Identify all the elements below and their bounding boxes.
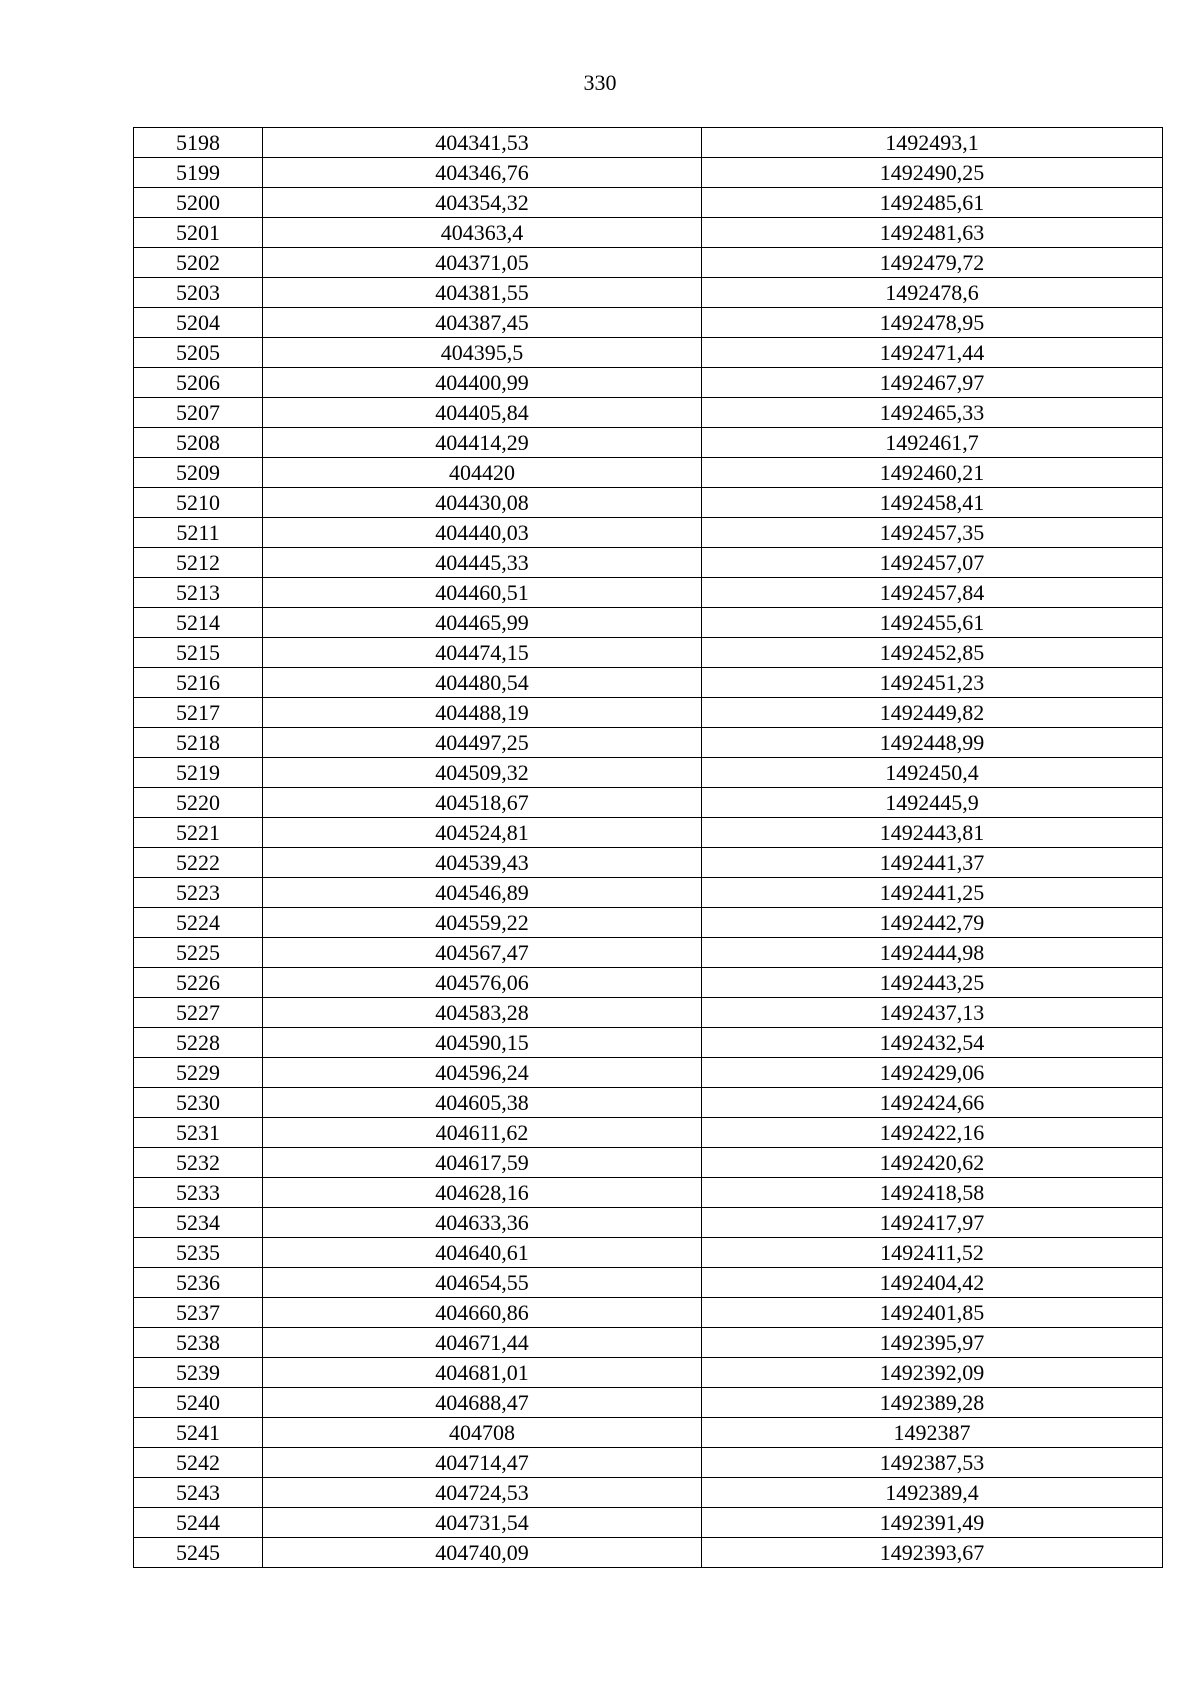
table-row [134, 998, 1163, 1028]
table-row [134, 1298, 1163, 1328]
table-row [134, 188, 1163, 218]
point-number-cell: 5221 [134, 818, 263, 848]
point-number-cell: 5204 [134, 308, 263, 338]
point-number-cell: 5199 [134, 158, 263, 188]
table-row [134, 728, 1163, 758]
y-coordinate-cell: 1492461,7 [702, 428, 1163, 458]
point-number-cell: 5229 [134, 1058, 263, 1088]
table-row [134, 878, 1163, 908]
point-number-cell: 5217 [134, 698, 263, 728]
point-number-cell: 5231 [134, 1118, 263, 1148]
y-coordinate-cell: 1492478,95 [702, 308, 1163, 338]
y-coordinate-cell: 1492481,63 [702, 218, 1163, 248]
y-coordinate-cell: 1492452,85 [702, 638, 1163, 668]
x-coordinate-cell: 404740,09 [263, 1538, 702, 1568]
table-row [134, 1208, 1163, 1238]
point-number-cell: 5203 [134, 278, 263, 308]
table-row [134, 1148, 1163, 1178]
x-coordinate-cell: 404628,16 [263, 1178, 702, 1208]
x-coordinate-cell: 404474,15 [263, 638, 702, 668]
y-coordinate-cell: 1492432,54 [702, 1028, 1163, 1058]
x-coordinate-cell: 404524,81 [263, 818, 702, 848]
point-number-cell: 5223 [134, 878, 263, 908]
point-number-cell: 5234 [134, 1208, 263, 1238]
x-coordinate-cell: 404363,4 [263, 218, 702, 248]
coordinates-table-body [134, 128, 1163, 1568]
y-coordinate-cell: 1492442,79 [702, 908, 1163, 938]
y-coordinate-cell: 1492448,99 [702, 728, 1163, 758]
y-coordinate-cell: 1492404,42 [702, 1268, 1163, 1298]
y-coordinate-cell: 1492395,97 [702, 1328, 1163, 1358]
y-coordinate-cell: 1492450,4 [702, 758, 1163, 788]
table-row [134, 128, 1163, 158]
x-coordinate-cell: 404688,47 [263, 1388, 702, 1418]
x-coordinate-cell: 404567,47 [263, 938, 702, 968]
point-number-cell: 5245 [134, 1538, 263, 1568]
table-row [134, 1418, 1163, 1448]
y-coordinate-cell: 1492418,58 [702, 1178, 1163, 1208]
x-coordinate-cell: 404590,15 [263, 1028, 702, 1058]
y-coordinate-cell: 1492387,53 [702, 1448, 1163, 1478]
y-coordinate-cell: 1492467,97 [702, 368, 1163, 398]
point-number-cell: 5206 [134, 368, 263, 398]
point-number-cell: 5240 [134, 1388, 263, 1418]
y-coordinate-cell: 1492460,21 [702, 458, 1163, 488]
y-coordinate-cell: 1492441,25 [702, 878, 1163, 908]
y-coordinate-cell: 1492401,85 [702, 1298, 1163, 1328]
x-coordinate-cell: 404346,76 [263, 158, 702, 188]
point-number-cell: 5224 [134, 908, 263, 938]
table-row [134, 338, 1163, 368]
point-number-cell: 5205 [134, 338, 263, 368]
x-coordinate-cell: 404430,08 [263, 488, 702, 518]
x-coordinate-cell: 404518,67 [263, 788, 702, 818]
table-row [134, 758, 1163, 788]
y-coordinate-cell: 1492422,16 [702, 1118, 1163, 1148]
y-coordinate-cell: 1492387 [702, 1418, 1163, 1448]
table-row [134, 1058, 1163, 1088]
point-number-cell: 5225 [134, 938, 263, 968]
x-coordinate-cell: 404708 [263, 1418, 702, 1448]
point-number-cell: 5219 [134, 758, 263, 788]
y-coordinate-cell: 1492458,41 [702, 488, 1163, 518]
table-row [134, 1178, 1163, 1208]
point-number-cell: 5226 [134, 968, 263, 998]
table-row [134, 1118, 1163, 1148]
y-coordinate-cell: 1492393,67 [702, 1538, 1163, 1568]
x-coordinate-cell: 404460,51 [263, 578, 702, 608]
table-row [134, 818, 1163, 848]
point-number-cell: 5214 [134, 608, 263, 638]
x-coordinate-cell: 404731,54 [263, 1508, 702, 1538]
table-row [134, 968, 1163, 998]
x-coordinate-cell: 404617,59 [263, 1148, 702, 1178]
point-number-cell: 5200 [134, 188, 263, 218]
point-number-cell: 5215 [134, 638, 263, 668]
point-number-cell: 5218 [134, 728, 263, 758]
point-number-cell: 5210 [134, 488, 263, 518]
x-coordinate-cell: 404724,53 [263, 1478, 702, 1508]
table-row [134, 938, 1163, 968]
point-number-cell: 5213 [134, 578, 263, 608]
x-coordinate-cell: 404405,84 [263, 398, 702, 428]
table-row [134, 788, 1163, 818]
table-row [134, 548, 1163, 578]
point-number-cell: 5228 [134, 1028, 263, 1058]
x-coordinate-cell: 404400,99 [263, 368, 702, 398]
y-coordinate-cell: 1492493,1 [702, 128, 1163, 158]
x-coordinate-cell: 404341,53 [263, 128, 702, 158]
x-coordinate-cell: 404714,47 [263, 1448, 702, 1478]
x-coordinate-cell: 404583,28 [263, 998, 702, 1028]
y-coordinate-cell: 1492392,09 [702, 1358, 1163, 1388]
y-coordinate-cell: 1492424,66 [702, 1088, 1163, 1118]
y-coordinate-cell: 1492465,33 [702, 398, 1163, 428]
table-row [134, 518, 1163, 548]
point-number-cell: 5241 [134, 1418, 263, 1448]
y-coordinate-cell: 1492457,07 [702, 548, 1163, 578]
point-number-cell: 5232 [134, 1148, 263, 1178]
table-row [134, 218, 1163, 248]
x-coordinate-cell: 404420 [263, 458, 702, 488]
y-coordinate-cell: 1492444,98 [702, 938, 1163, 968]
x-coordinate-cell: 404605,38 [263, 1088, 702, 1118]
point-number-cell: 5233 [134, 1178, 263, 1208]
table-row [134, 428, 1163, 458]
y-coordinate-cell: 1492389,4 [702, 1478, 1163, 1508]
point-number-cell: 5201 [134, 218, 263, 248]
table-row [134, 908, 1163, 938]
x-coordinate-cell: 404480,54 [263, 668, 702, 698]
y-coordinate-cell: 1492479,72 [702, 248, 1163, 278]
table-row [134, 308, 1163, 338]
x-coordinate-cell: 404509,32 [263, 758, 702, 788]
table-row [134, 458, 1163, 488]
point-number-cell: 5220 [134, 788, 263, 818]
point-number-cell: 5238 [134, 1328, 263, 1358]
x-coordinate-cell: 404354,32 [263, 188, 702, 218]
x-coordinate-cell: 404440,03 [263, 518, 702, 548]
point-number-cell: 5227 [134, 998, 263, 1028]
y-coordinate-cell: 1492389,28 [702, 1388, 1163, 1418]
table-row [134, 638, 1163, 668]
y-coordinate-cell: 1492437,13 [702, 998, 1163, 1028]
y-coordinate-cell: 1492443,81 [702, 818, 1163, 848]
table-row [134, 158, 1163, 188]
point-number-cell: 5212 [134, 548, 263, 578]
point-number-cell: 5208 [134, 428, 263, 458]
x-coordinate-cell: 404611,62 [263, 1118, 702, 1148]
table-row [134, 1388, 1163, 1418]
table-row [134, 668, 1163, 698]
point-number-cell: 5216 [134, 668, 263, 698]
y-coordinate-cell: 1492441,37 [702, 848, 1163, 878]
table-row [134, 848, 1163, 878]
table-row [134, 608, 1163, 638]
x-coordinate-cell: 404371,05 [263, 248, 702, 278]
table-row [134, 1088, 1163, 1118]
x-coordinate-cell: 404445,33 [263, 548, 702, 578]
y-coordinate-cell: 1492391,49 [702, 1508, 1163, 1538]
page-number: 330 [583, 70, 617, 95]
point-number-cell: 5207 [134, 398, 263, 428]
point-number-cell: 5211 [134, 518, 263, 548]
table-row [134, 1538, 1163, 1568]
x-coordinate-cell: 404559,22 [263, 908, 702, 938]
table-row [134, 248, 1163, 278]
x-coordinate-cell: 404681,01 [263, 1358, 702, 1388]
point-number-cell: 5236 [134, 1268, 263, 1298]
point-number-cell: 5202 [134, 248, 263, 278]
x-coordinate-cell: 404640,61 [263, 1238, 702, 1268]
table-row [134, 398, 1163, 428]
y-coordinate-cell: 1492445,9 [702, 788, 1163, 818]
table-row [134, 278, 1163, 308]
point-number-cell: 5237 [134, 1298, 263, 1328]
point-number-cell: 5198 [134, 128, 263, 158]
y-coordinate-cell: 1492420,62 [702, 1148, 1163, 1178]
table-row [134, 1028, 1163, 1058]
x-coordinate-cell: 404387,45 [263, 308, 702, 338]
point-number-cell: 5243 [134, 1478, 263, 1508]
y-coordinate-cell: 1492449,82 [702, 698, 1163, 728]
x-coordinate-cell: 404576,06 [263, 968, 702, 998]
table-row [134, 368, 1163, 398]
table-row [134, 1238, 1163, 1268]
table-row [134, 1268, 1163, 1298]
x-coordinate-cell: 404395,5 [263, 338, 702, 368]
point-number-cell: 5239 [134, 1358, 263, 1388]
table-row [134, 578, 1163, 608]
y-coordinate-cell: 1492471,44 [702, 338, 1163, 368]
y-coordinate-cell: 1492455,61 [702, 608, 1163, 638]
point-number-cell: 5244 [134, 1508, 263, 1538]
x-coordinate-cell: 404654,55 [263, 1268, 702, 1298]
y-coordinate-cell: 1492451,23 [702, 668, 1163, 698]
x-coordinate-cell: 404546,89 [263, 878, 702, 908]
point-number-cell: 5230 [134, 1088, 263, 1118]
x-coordinate-cell: 404381,55 [263, 278, 702, 308]
table-row [134, 1508, 1163, 1538]
point-number-cell: 5209 [134, 458, 263, 488]
y-coordinate-cell: 1492478,6 [702, 278, 1163, 308]
y-coordinate-cell: 1492457,84 [702, 578, 1163, 608]
x-coordinate-cell: 404596,24 [263, 1058, 702, 1088]
table-row [134, 488, 1163, 518]
x-coordinate-cell: 404465,99 [263, 608, 702, 638]
point-number-cell: 5242 [134, 1448, 263, 1478]
point-number-cell: 5235 [134, 1238, 263, 1268]
y-coordinate-cell: 1492443,25 [702, 968, 1163, 998]
coordinates-table [133, 127, 1163, 1568]
table-row [134, 1448, 1163, 1478]
table-row [134, 1478, 1163, 1508]
table-row [134, 698, 1163, 728]
x-coordinate-cell: 404539,43 [263, 848, 702, 878]
point-number-cell: 5222 [134, 848, 263, 878]
x-coordinate-cell: 404414,29 [263, 428, 702, 458]
x-coordinate-cell: 404497,25 [263, 728, 702, 758]
y-coordinate-cell: 1492490,25 [702, 158, 1163, 188]
x-coordinate-cell: 404633,36 [263, 1208, 702, 1238]
x-coordinate-cell: 404671,44 [263, 1328, 702, 1358]
y-coordinate-cell: 1492429,06 [702, 1058, 1163, 1088]
table-row [134, 1328, 1163, 1358]
x-coordinate-cell: 404488,19 [263, 698, 702, 728]
x-coordinate-cell: 404660,86 [263, 1298, 702, 1328]
y-coordinate-cell: 1492485,61 [702, 188, 1163, 218]
y-coordinate-cell: 1492457,35 [702, 518, 1163, 548]
table-row [134, 1358, 1163, 1388]
y-coordinate-cell: 1492411,52 [702, 1238, 1163, 1268]
y-coordinate-cell: 1492417,97 [702, 1208, 1163, 1238]
